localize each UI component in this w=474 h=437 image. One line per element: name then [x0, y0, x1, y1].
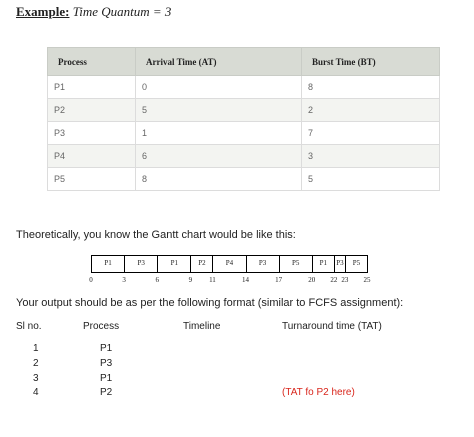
output-process: P1 — [100, 343, 113, 354]
output-header-timeline: Timeline — [183, 321, 221, 332]
column-header-process: Process — [48, 48, 136, 76]
output-header-tat: Turnaround time (TAT) — [282, 321, 382, 332]
cell-arrival: 5 — [136, 99, 302, 122]
output-tat-note: (TAT fo P2 here) — [282, 387, 355, 398]
cell-burst: 7 — [302, 122, 440, 145]
gantt-block: P3 — [246, 255, 280, 273]
table-row — [48, 76, 440, 99]
gantt-block: P5 — [345, 255, 368, 273]
output-header-slno: Sl no. — [16, 321, 42, 332]
output-slno: 2 — [33, 358, 39, 369]
gantt-block: P3 — [334, 255, 346, 273]
gantt-tick-label: 3 — [122, 276, 126, 284]
process-table — [47, 47, 440, 191]
time-quantum-text: Time Quantum = 3 — [72, 4, 172, 19]
gantt-block: P3 — [124, 255, 158, 273]
table-row — [48, 168, 440, 191]
cell-process: P2 — [48, 99, 136, 122]
gantt-chart — [91, 255, 367, 275]
output-slno: 3 — [33, 373, 39, 384]
cell-arrival: 6 — [136, 145, 302, 168]
gantt-block: P5 — [279, 255, 313, 273]
gantt-block: P2 — [190, 255, 213, 273]
cell-arrival: 1 — [136, 122, 302, 145]
table-header-row — [48, 48, 440, 76]
output-header-process: Process — [83, 321, 120, 332]
output-process: P2 — [100, 387, 113, 398]
gantt-tick-label: 11 — [209, 276, 216, 284]
gantt-intro-text: Theoretically, you know the Gantt chart would be like this: — [16, 229, 296, 241]
gantt-tick-label: 23 — [341, 276, 349, 284]
output-process: P3 — [100, 358, 113, 369]
cell-arrival: 8 — [136, 168, 302, 191]
gantt-tick-label: 9 — [188, 276, 193, 284]
table-row — [48, 122, 440, 145]
cell-process: P3 — [48, 122, 136, 145]
cell-burst: 3 — [302, 145, 440, 168]
gantt-tick-label: 17 — [275, 276, 283, 284]
output-process: P1 — [100, 373, 113, 384]
gantt-block: P1 — [157, 255, 191, 273]
gantt-block: P1 — [312, 255, 335, 273]
gantt-tick-label: 25 — [363, 276, 371, 284]
gantt-tick-label: 22 — [330, 276, 338, 284]
output-slno: 4 — [33, 387, 39, 398]
cell-burst: 2 — [302, 99, 440, 122]
table-row — [48, 145, 440, 168]
gantt-tick-label: 20 — [308, 276, 316, 284]
gantt-tick-label: 6 — [155, 276, 159, 284]
cell-arrival: 0 — [136, 76, 302, 99]
example-label: Example: — [16, 4, 70, 19]
cell-burst: 8 — [302, 76, 440, 99]
cell-burst: 5 — [302, 168, 440, 191]
gantt-tick-label: 0 — [89, 276, 93, 284]
gantt-block: P1 — [91, 255, 125, 273]
output-slno: 1 — [33, 343, 39, 354]
cell-process: P5 — [48, 168, 136, 191]
output-intro-text: Your output should be as per the following format (similar to FCFS assignment): — [16, 297, 404, 309]
cell-process: P1 — [48, 76, 136, 99]
column-header-burst: Burst Time (BT) — [302, 48, 440, 76]
column-header-arrival: Arrival Time (AT) — [136, 48, 302, 76]
gantt-tick-label: 14 — [242, 276, 250, 284]
example-header — [16, 4, 171, 20]
table-row — [48, 99, 440, 122]
gantt-block: P4 — [212, 255, 246, 273]
cell-process: P4 — [48, 145, 136, 168]
